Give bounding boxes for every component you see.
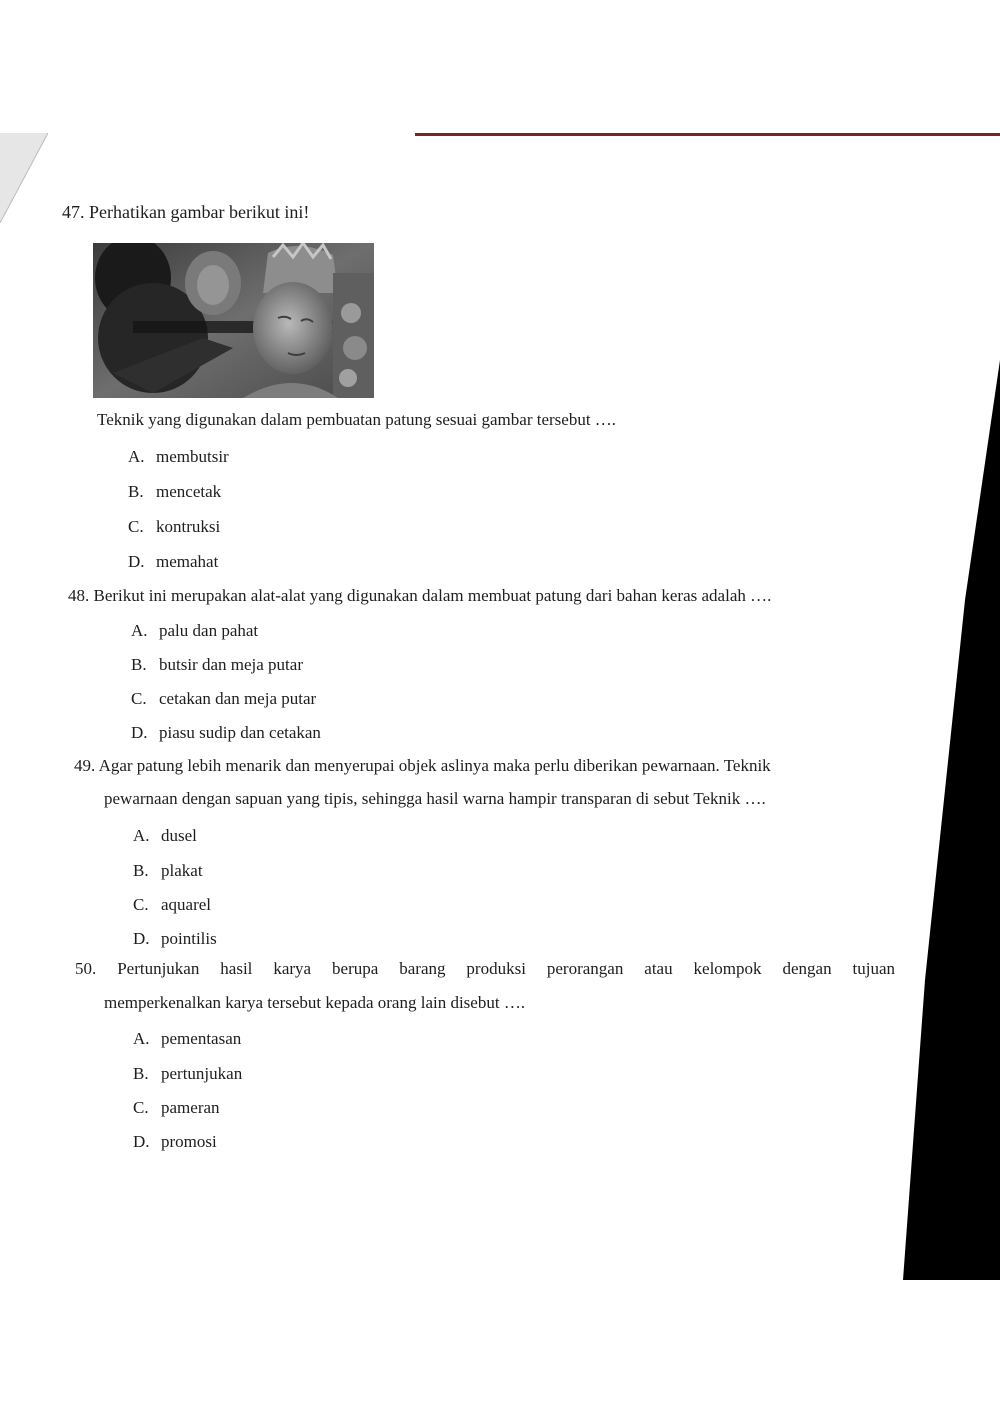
option-47-a[interactable] — [128, 446, 229, 468]
question-50-line2: memperkenalkan karya tersebut kepada orang lain disebut …. — [104, 993, 526, 1012]
question-text: Berikut ini merupakan alat-alat yang digunakan dalam membuat patung dari bahan keras adalah …. — [93, 586, 772, 605]
option-text: mencetak — [156, 482, 222, 501]
option-47-b[interactable] — [128, 481, 221, 503]
option-50-d[interactable] — [133, 1131, 217, 1153]
option-text: butsir dan meja putar — [159, 655, 303, 674]
option-letter: B. — [133, 861, 149, 880]
option-text: cetakan dan meja putar — [159, 689, 317, 708]
option-text: palu dan pahat — [159, 621, 259, 640]
option-50-b[interactable] — [133, 1063, 242, 1085]
option-letter: C. — [133, 1098, 149, 1117]
option-50-c[interactable] — [133, 1097, 220, 1119]
option-48-c[interactable] — [131, 688, 316, 710]
option-text: kontruksi — [156, 517, 221, 536]
option-text: piasu sudip dan cetakan — [159, 723, 321, 742]
question-number: 50. — [75, 959, 97, 978]
option-letter: B. — [133, 1064, 149, 1083]
option-text: memahat — [156, 552, 219, 571]
option-letter: A. — [133, 1029, 150, 1048]
question-48 — [68, 584, 771, 608]
option-50-a[interactable] — [133, 1028, 241, 1050]
option-letter: A. — [133, 826, 150, 845]
question-number: 49. — [74, 756, 96, 775]
option-text: pointilis — [161, 929, 217, 948]
option-text: pertunjukan — [161, 1064, 243, 1083]
option-48-b[interactable] — [131, 654, 303, 676]
option-48-a[interactable] — [131, 620, 258, 642]
option-letter: A. — [128, 447, 145, 466]
option-49-b[interactable] — [133, 860, 203, 882]
option-letter: C. — [131, 689, 147, 708]
option-text: pameran — [161, 1098, 220, 1117]
option-letter: C. — [133, 895, 149, 914]
option-49-d[interactable] — [133, 928, 217, 950]
question-number: 47. — [62, 202, 85, 222]
option-text: dusel — [161, 826, 197, 845]
scan-edge-shadow — [895, 360, 1000, 1280]
option-letter: B. — [131, 655, 147, 674]
question-49 — [74, 754, 771, 778]
option-text: pementasan — [161, 1029, 242, 1048]
option-letter: B. — [128, 482, 144, 501]
option-letter: D. — [131, 723, 148, 742]
option-letter: C. — [128, 517, 144, 536]
page-fold-shadow — [0, 133, 48, 223]
question-number: 48. — [68, 586, 90, 605]
option-49-c[interactable] — [133, 894, 211, 916]
question-47 — [62, 200, 309, 224]
question-50 — [75, 957, 895, 981]
option-text: plakat — [161, 861, 203, 880]
option-letter: D. — [133, 929, 150, 948]
option-49-a[interactable] — [133, 825, 197, 847]
option-47-d[interactable] — [128, 551, 218, 573]
stone-carving-photo — [93, 243, 374, 398]
option-text: aquarel — [161, 895, 212, 914]
option-letter: A. — [131, 621, 148, 640]
option-text: membutsir — [156, 447, 229, 466]
question-49-line2: pewarnaan dengan sapuan yang tipis, sehingga hasil warna hampir transparan di sebut Teknik …. — [104, 789, 766, 808]
option-letter: D. — [128, 552, 145, 571]
question-47-prompt: Teknik yang digunakan dalam pembuatan patung sesuai gambar tersebut …. — [97, 410, 617, 429]
option-48-d[interactable] — [131, 722, 321, 744]
option-text: promosi — [161, 1132, 217, 1151]
option-47-c[interactable] — [128, 516, 220, 538]
question-text: Perhatikan gambar berikut ini! — [89, 202, 310, 222]
header-rule — [415, 133, 1000, 136]
option-letter: D. — [133, 1132, 150, 1151]
question-text-line1: Pertunjukan hasil karya berupa barang produksi perorangan atau kelompok dengan tujuan — [117, 959, 895, 978]
question-text-line1: Agar patung lebih menarik dan menyerupai objek aslinya maka perlu diberikan pewarnaan. Teknik — [98, 756, 771, 775]
